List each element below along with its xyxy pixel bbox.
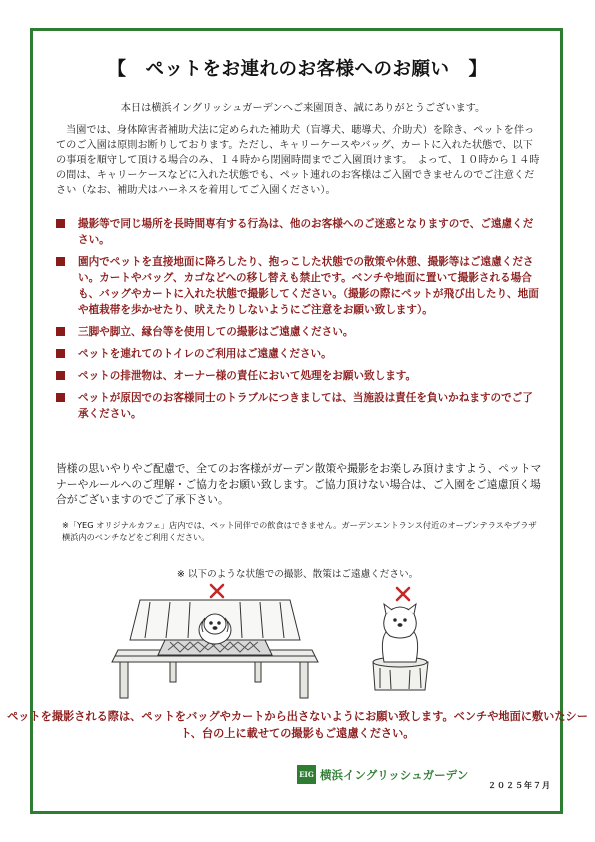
- intro-text: 本日は横浜イングリッシュガーデンへご来園頂き、誠にありがとうございます。: [120, 103, 486, 114]
- illustrations: [0, 580, 595, 705]
- rule-item: [56, 346, 542, 362]
- rule-item: [56, 216, 542, 248]
- bench-dog-illustration: [112, 600, 318, 698]
- illustration-caption: ※ 以下のような状態での撮影、散策はご遠慮ください。: [176, 569, 419, 580]
- square-bullet-icon: [56, 219, 65, 228]
- square-bullet-icon: [56, 371, 65, 380]
- footer-logo: [297, 765, 468, 784]
- issue-date: ２０２５年７月: [488, 781, 551, 790]
- rule-item: [56, 368, 542, 384]
- cross-icon: [211, 585, 223, 597]
- policy-text: 当園では、身体障害者補助犬法に定められた補助犬（盲導犬、聴導犬、介助犬）を除き、ペットを伴ってのご入園は原則お断りしております。ただし、キャリーケースやバッグ、カートに入れた状態で、以下の事項を順守して頂ける場合のみ、１４時から閉園時間までご入園頂けます。 よって、１０時から１４時の間は、キャリーケースなどに入れた状態でも、ペット連れのお客様はご入園できませんのでご注意ください（なお、補助犬はハーネスを着用してご入園ください）。: [56, 125, 540, 196]
- rule-text: 三脚や脚立、縁台等を使用しての撮影はご遠慮ください。: [78, 326, 354, 338]
- pedestal-dog-illustration: [373, 604, 428, 690]
- rule-item: [56, 324, 542, 340]
- cross-icon: [397, 588, 409, 600]
- photography-warning: ペットを撮影される際は、ペットをバッグやカートから出さないようにお願い致します。ベンチや地面に敷いたシート、台の上に載せての撮影もご遠慮ください。: [7, 710, 588, 740]
- rule-text: ペットの排泄物は、オーナー様の責任において処理をお願い致します。: [78, 370, 417, 382]
- rule-text: ペットが原因でのお客様同士のトラブルにつきましては、当施設は責任を負いかねますのでご了承ください。: [78, 392, 533, 420]
- rule-item: [56, 390, 542, 422]
- page-title: 【 ペットをお連れのお客様へのお願い 】: [107, 59, 488, 80]
- rule-text: ペットを連れてのトイレのご利用はご遠慮ください。: [78, 348, 332, 360]
- logo-mark: EIG: [297, 765, 316, 784]
- square-bullet-icon: [56, 393, 65, 402]
- rules-list: [56, 216, 542, 428]
- rule-text: 撮影等で同じ場所を長時間専有する行為は、他のお客様へのご迷惑となりますので、ご遠慮ください。: [78, 218, 534, 246]
- org-name: 横浜イングリッシュガーデン: [320, 767, 469, 782]
- rule-text: 園内でペットを直接地面に降ろしたり、抱っこした状態での散策や休憩、撮影等はご遠慮ください。カートやバッグ、カゴなどへの移し替えも禁止です。ベンチや地面に置いて撮影される場合も、バッグやカートに入れた状態で撮影してください。（撮影の際にペットが飛び出したり、地面や植栽帯を歩かせたり、吠えたりしないようにご注意をお願い致します）。: [78, 256, 539, 316]
- closing-text: 皆様の思いやりやご配慮で、全てのお客様がガーデン散策や撮影をお楽しみ頂けますよう、ペットマナーやルールへのご理解・ご協力をお願い致します。ご協力頂けない場合は、ご入園をご遠慮頂く場合がございますのでご了承下さい。: [56, 462, 542, 506]
- square-bullet-icon: [56, 257, 65, 266]
- cafe-note: ※「YEG オリジナルカフェ」店内では、ペット同伴での飲食はできません。ガーデンエントランス付近のオープンテラスやプラザ横浜内のベンチなどをご利用ください。: [62, 520, 537, 542]
- square-bullet-icon: [56, 327, 65, 336]
- rule-item: [56, 254, 542, 318]
- square-bullet-icon: [56, 349, 65, 358]
